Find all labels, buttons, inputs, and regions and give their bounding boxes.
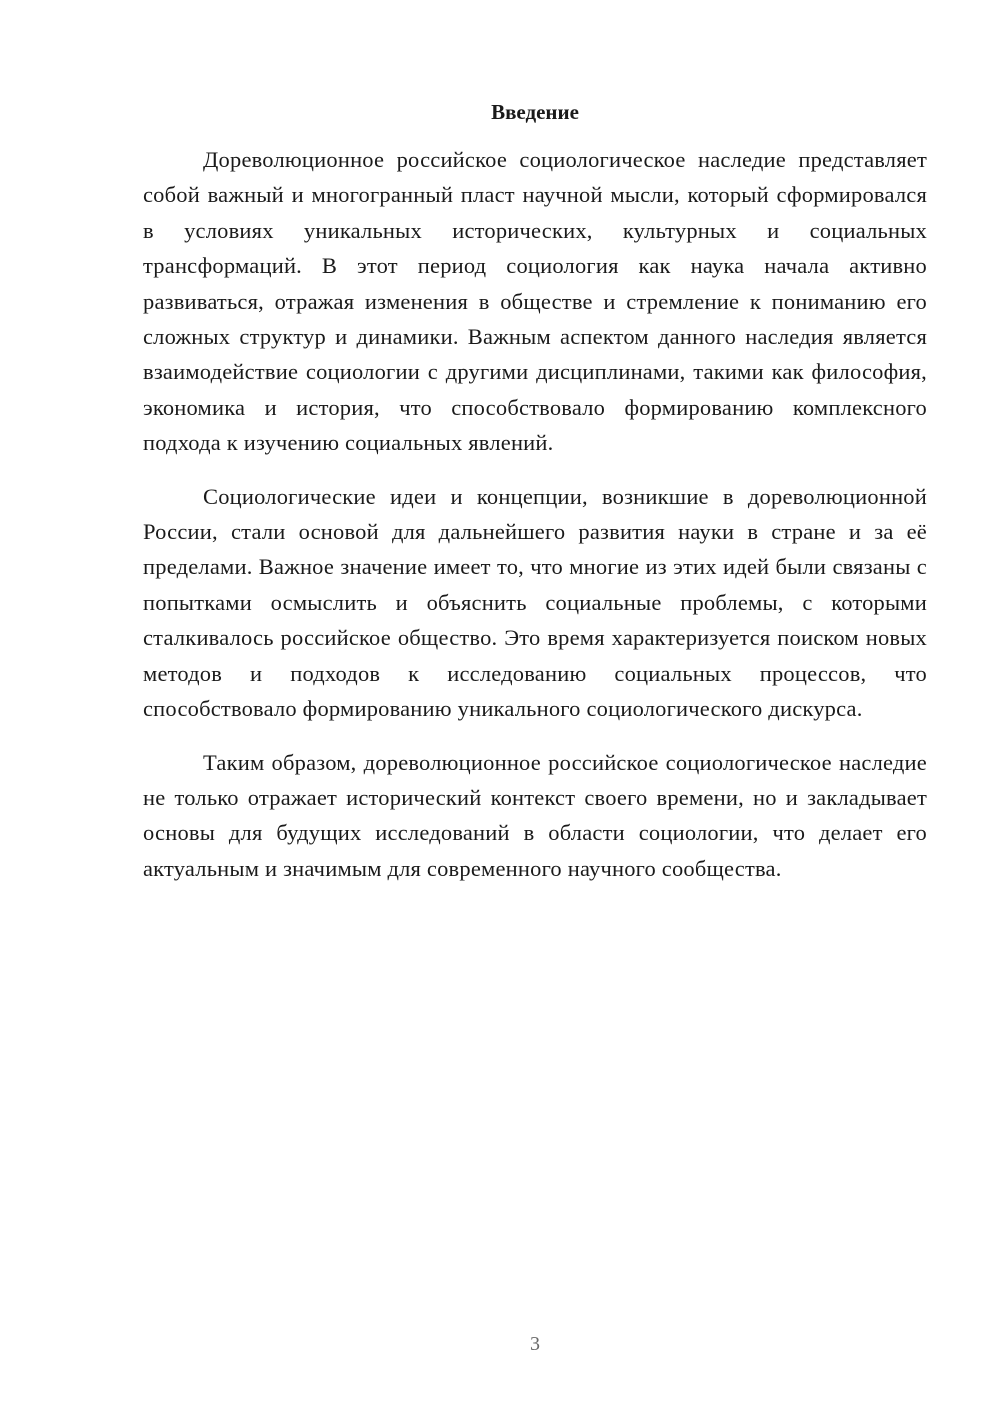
body-text [143,142,927,886]
section-title: Введение [491,100,579,124]
paragraph-2: Социологические идеи и концепции, возникшие в дореволюционной России, стали основой для дальнейшего развития науки в стране и за её пределами. Важное значение имеет то, что многие из этих идей были связаны с попытками осмыслить и объяснить социальные проблемы, с которыми сталкивалось российское общество. Это время характеризуется поиском новых методов и подходов к исследованию социальных процессов, что способствовало формированию уникального социологического дискурса. [143,483,927,722]
page-number: 3 [530,1333,540,1355]
paragraph-3: Таким образом, дореволюционное российское социологическое наследие не только отражает исторический контекст своего времени, но и закладывает основы для будущих исследований в области социологии, что делает его актуальным и значимым для современного научного сообщества. [143,749,927,881]
paragraph-1: Дореволюционное российское социологическое наследие представляет собой важный и многогранный пласт научной мысли, который сформировался в условиях уникальных исторических, культурных и социальных трансформаций. В этот период социология как наука начала активно развиваться, отражая изменения в обществе и стремление к пониманию его сложных структур и динамики. Важным аспектом данного наследия является взаимодействие социологии с другими дисциплинами, такими как философия, экономика и история, что способствовало формированию комплексного подхода к изучению социальных явлений. [143,147,927,456]
